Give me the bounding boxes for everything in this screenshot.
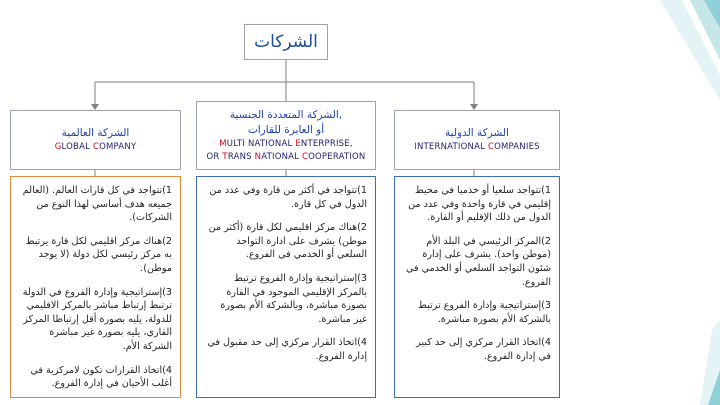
multinational-title-ar-1: الشركة المتعددة الجنسية, bbox=[229, 108, 343, 121]
international-title-ar: الشركة الدولية bbox=[445, 127, 509, 139]
multinational-item-4: 4)اتخاذ القرار مركزي إلى حد مقبول في إدارة الفروع. bbox=[207, 337, 367, 362]
multinational-title-ar-2: أو العابرة للقارات bbox=[247, 123, 325, 136]
multinational-item-3: 3)إستراتيجية وإدارة الفروع ترتبط بالمركز الإقليمي الموجود في القارة بصورة مباشرة، وبالشركة الأم بصورة غير مباشرة. bbox=[220, 272, 367, 325]
international-item-3: 3)إستراتيجية وإدارة الفروع ترتبط بالشركة الأم بصورة مباشرة. bbox=[418, 300, 551, 325]
diagram-title: الشركات bbox=[244, 24, 328, 60]
international-company-header bbox=[394, 110, 560, 170]
international-title-en: INTERNATIONAL COMPANIES bbox=[414, 142, 540, 152]
global-company-title-en: GLOBAL COMPANY bbox=[54, 142, 137, 152]
global-item-3: 3)إستراتيجية وإدارة الفروع في الدولة ترتبط إرتباط مباشر بالمركز الاقليمي للدولة، يليه بصورة أقل إرتباطا المركز القاري، يليه بصورة غير مباشرة الشركة الأم. bbox=[22, 286, 172, 352]
global-item-4: 4)اتخاذ القرارات تكون لامركزية في أغلب الأحيان في إدارة الفروع. bbox=[30, 364, 172, 390]
multinational-company-header bbox=[196, 101, 376, 170]
global-company-details bbox=[10, 176, 181, 398]
global-item-1: 1)تتواجد في كل قارات العالم. (العالم جميعه هدف أساسي لهذا النوع من الشركات). bbox=[22, 185, 172, 224]
multinational-item-1: 1)تتواجد في أكثر من قارة وفي عدد من الدول في كل قارة. bbox=[209, 185, 367, 210]
multinational-item-2: 2)هناك مركز اقليمي لكل قارة (أكثر من موطن) يشرف على ادارة التواجد السلعي أو الخدمي في الفروع. bbox=[208, 222, 367, 261]
international-item-2: 2)المركز الرئيسي في البلد الأم (موطن واحد). يشرف على إدارة شئون التواجد السلعي أو الخدمي في الفروع. bbox=[405, 235, 551, 288]
global-company-header bbox=[10, 110, 181, 170]
international-item-4: 4)اتخاذ القرار مركزي إلى حد كبير في إدارة الفروع. bbox=[416, 337, 551, 362]
international-item-1: 1)تتواجد سلعيا أو خدميا في محيط إقليمي في قارة واحدة وفي عدد من الدول من ذلك الإقليم أو القارة. bbox=[408, 185, 551, 224]
multinational-title-en-1: MULTI NATIONAL ENTERPRISE, bbox=[219, 138, 353, 149]
international-company-details bbox=[394, 176, 560, 398]
global-item-2: 2)هناك مركز اقليمي لكل قارة يرتبط به مركز رئيسي لكل دولة (لا يوجد موطن). bbox=[25, 235, 172, 274]
multinational-title-en-2: OR TRANS NATIONAL COOPERATION bbox=[206, 151, 366, 162]
multinational-company-details bbox=[196, 176, 376, 398]
global-company-title-ar: الشركة العالمية bbox=[61, 127, 130, 139]
